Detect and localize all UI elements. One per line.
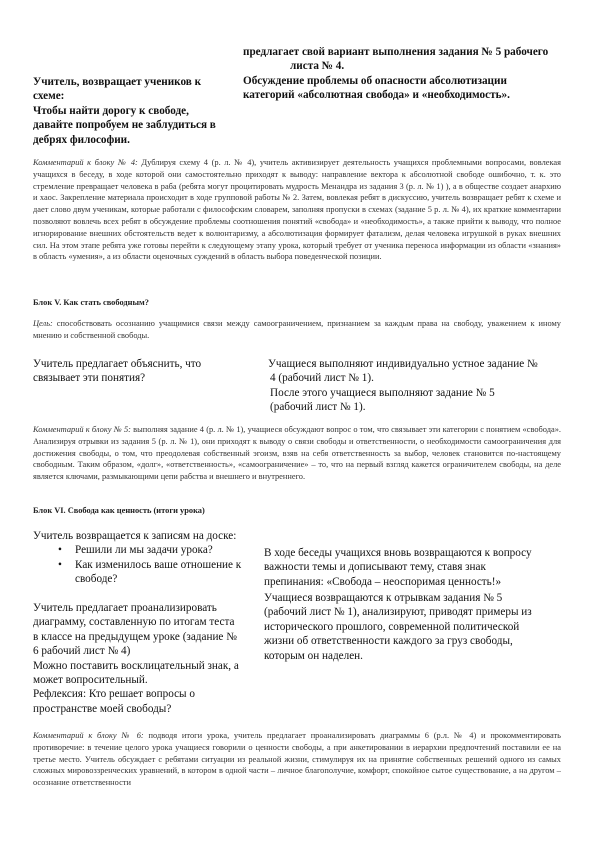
text-line: пространстве моей свободы? [33, 702, 172, 715]
text-line: исторического прошлого, современной политической [264, 620, 520, 633]
comment-block-5 [33, 424, 561, 483]
text-line: препинания: «Свобода – неоспоримая ценность!» [264, 575, 502, 588]
text-line: В ходе беседы учащихся вновь возвращаются к вопросу [264, 547, 532, 559]
top-left-text [33, 75, 248, 147]
text-line: жизни об ответственности каждого за груз свободы, [264, 635, 513, 648]
block5-teacher [33, 357, 253, 386]
text-line: Рефлексия: Кто решает вопросы о [33, 688, 195, 701]
text-line: категорий «абсолютная свобода» и «необходимость». [243, 89, 510, 102]
text-line: давайте попробуем не заблудиться в [33, 119, 216, 132]
block6-heading: Блок VI. Свобода как ценность (итоги урока) [33, 506, 205, 515]
block6-student-1 [264, 546, 564, 589]
comment-block-6 [33, 730, 561, 789]
text-line: Обсуждение проблемы об опасности абсолютизации [243, 74, 507, 87]
text-line: Учитель предлагает объяснить, что [33, 358, 202, 370]
block6-teacher [33, 529, 258, 587]
text-line: связывает эти понятия? [33, 372, 146, 385]
text-line: диаграмму, составленную по итогам теста [33, 616, 235, 629]
text-line: листа № 4. [290, 60, 345, 73]
text-line: (рабочий лист № 1). [270, 401, 366, 414]
list-item: • Решили ли мы задачи урока? [33, 543, 258, 557]
top-right-text [243, 45, 563, 103]
block5-goal [33, 318, 561, 342]
goal-text: способствовать осознанию учащимися связи между самоограничением, признанием за каждым права на свободу, уважением к иному мнению и собственной свободы. [33, 319, 561, 340]
block5-heading: Блок V. Как стать свободным? [33, 298, 149, 307]
comment-label: Комментарий к блоку № 6: [33, 731, 144, 740]
comment-label: Комментарий к блоку № 4: [33, 158, 138, 167]
text-line: 4 (рабочий лист № 1). [270, 372, 374, 385]
comment-label: Комментарий к блоку № 5: [33, 425, 131, 434]
text-line: Учитель предлагает проанализировать [33, 602, 217, 614]
text-line: После этого учащиеся выполняют задание № 5 [270, 386, 495, 399]
text-line: Можно поставить восклицательный знак, а [33, 659, 239, 672]
comment-text: подводя итоги урока, учитель предлагает проанализировать диаграммы 6 (р.л. № 4) и прокомментировать противоречие: в течение целого урока учащиеся говорили о ценности свободы, а при анкетировании в иерархии предпочтений поставили ее на третье место. Учитель обсуждает с ребятами ситуации из реальной жизни, стимулируя их на принятие собственных решений одного из самых сложных мировоззренческих уравнений, в котором в одной части – личное благополучие, комфорт, спокойное сытое существование, а на другом – осознание ответственности [33, 731, 561, 788]
text-line: 6 рабочий лист № 4) [33, 645, 131, 658]
goal-label: Цель: [33, 319, 53, 328]
block6-student-2 [264, 591, 564, 663]
text-line: важности темы и дописывают тему, ставя знак [264, 561, 486, 574]
text-line: Учащиеся возвращаются к отрывкам задания № 5 [264, 592, 503, 604]
text-line: Учитель, возвращает учеников к [33, 76, 202, 88]
list-item: • Как изменилось ваше отношение к свободе? [33, 558, 258, 587]
comment-block-4 [33, 157, 561, 263]
block6-teacher-task [33, 601, 258, 716]
block5-student [268, 357, 563, 415]
text-line: которым он наделен. [264, 649, 363, 662]
question-list [33, 543, 258, 586]
text-line: дебрях философии. [33, 133, 130, 146]
text-line: Чтобы найти дорогу к свободе, [33, 104, 189, 117]
text-line: схеме: [33, 90, 65, 103]
teacher-intro: Учитель возвращается к записям на доске: [33, 530, 237, 542]
text-line: может вопросительный. [33, 674, 148, 687]
comment-text: Дублируя схему 4 (р. л. № 4), учитель активизирует деятельность учащихся проблемными вопросами, вовлекая учащихся в беседу, в ходе которой они самостоятельно приходят к выводу: направление вектора к абсолютной свободе ошибочно, т. к. это стремление превращает человека в раба (ребята могут процитировать мудрость Менандра из задания 3 (р. л. № 1) ), а в обществе создает анархию и хаос. Закрепление материала происходит в ходе групповой работы № 2. Затем, вовлекая ребят в дискуссию, учитель возвращает ребят к схеме и дает слово двум ученикам, которые работали с философским словарем, заполняя пропуски в схемах (задание 5 р. л. № 4), их краткие комментарии позволяют вовлечь всех ребят в обсуждение проблемы соотношения понятий «свобода» и «необходимость», а также прийти к выводу, что полное игнорирование внешних обстоятельств ведет к волюнтаризму, а абсолютизация формирует фатализм, делая человека игрушкой в руках внешних сил. На этом этапе ребята уже готовы перейти к следующему этапу урока, который требует от ученика переноса информации из области «знания» в область «умения», а из области оценочных суждений в область выбора поведенческой позиции. [33, 158, 561, 262]
comment-text: выполняя задание 4 (р. л. № 1), учащиеся обсуждают вопрос о том, что связывает эти категории с понятием «свобода». Анализируя отрывки из задания 5 (р. л. № 1), они приходят к выводу о связи свободы и ответственности, о необходимости самоограничения для достижения свободы, о том, что преодолевая собственный эгоизм, взяв на себя ответственность за выбор, человек становится по-настоящему свободным. Таким образом, «долг», «ответственность», «самоограничение» – то, что на первый взгляд кажется ограничителем свободы, на деле является ключами, размыкающими цепи рабства и внешнего и внутреннего. [33, 425, 561, 482]
text-line: предлагает свой вариант выполнения задания № 5 рабочего [243, 46, 549, 58]
text-line: в классе на предыдущем уроке (задание № [33, 630, 237, 643]
text-line: Учащиеся выполняют индивидуально устное задание № [268, 358, 538, 370]
text-line: (рабочий лист № 1), анализируют, приводят примеры из [264, 606, 532, 619]
